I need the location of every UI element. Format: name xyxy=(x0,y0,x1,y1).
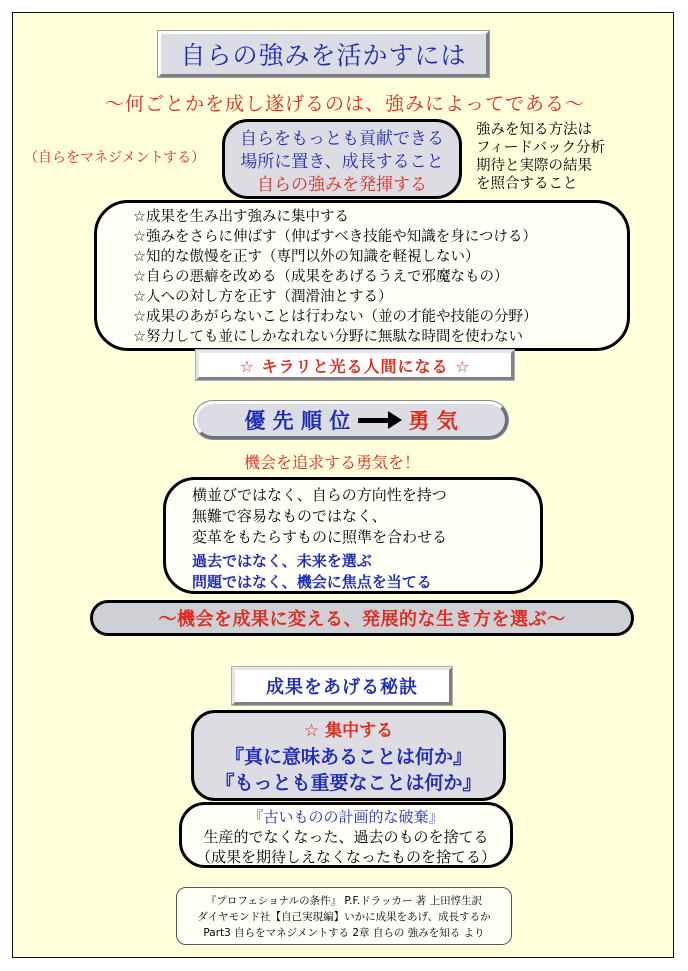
secret-title-box xyxy=(232,667,452,705)
core-line-1: 自らをもっとも貢献できる xyxy=(240,129,444,149)
subtitle: ～何ごとかを成し遂げるのは、強みによってである～ xyxy=(104,93,585,115)
opportunity-label: ～機会を成果に変える、発展的な生き方を選ぶ～ xyxy=(158,609,566,630)
strength-item: ☆努力しても並にしかなれない分野に無駄な時間を使わない xyxy=(133,329,523,345)
strength-item: ☆成果を生み出す強みに集中する xyxy=(133,209,349,225)
discard-title: 『古いものの計画的な破棄』 xyxy=(248,808,444,826)
priority-label: 優 先 順 位 xyxy=(244,409,351,433)
courage-label: 機会を追求する勇気を！ xyxy=(244,453,421,472)
strength-item: ☆成果のあがらないことは行わない（並の才能や技能の分野） xyxy=(133,309,538,325)
focus-line-1: ☆ 集中する xyxy=(303,721,394,741)
secret-title: 成果をあげる秘訣 xyxy=(266,677,418,698)
self-manage-label: （自らをマネジメントする） xyxy=(24,150,206,166)
discard-box xyxy=(179,802,513,868)
courage-word: 勇 気 xyxy=(408,409,458,433)
discard-line-1: 生産的でなくなった、過去のものを捨てる xyxy=(203,828,489,846)
focus-line-3: 『もっとも重要なことは何か』 xyxy=(215,772,482,794)
priority-box xyxy=(194,401,508,439)
core-box xyxy=(222,119,462,199)
direction-line-4: 過去ではなく、未来を選ぶ xyxy=(192,552,372,570)
strengths-box xyxy=(94,200,630,351)
direction-line-2: 無難で容易なものではなく、 xyxy=(192,507,387,525)
discard-line-2: （成果を期待しえなくなったものを捨てる） xyxy=(195,848,496,866)
method-text xyxy=(476,121,605,193)
method-line-4: を照合すること xyxy=(476,176,578,192)
title-box xyxy=(158,31,489,77)
source-line-2: ダイヤモンド社【自己実現編】いかに成果をあげ、成長するか xyxy=(197,911,491,923)
core-line-3: 自らの強みを発揮する xyxy=(257,175,427,195)
strength-item: ☆自らの悪癖を改める（成果をあげるうえで邪魔なもの） xyxy=(133,269,509,285)
opportunity-box xyxy=(90,600,634,636)
core-line-2: 場所に置き、成長すること xyxy=(240,152,444,172)
focus-line-2: 『真に意味あることは何か』 xyxy=(224,746,472,768)
direction-line-5: 問題ではなく、機会に焦点を当てる xyxy=(192,573,432,591)
direction-line-3: 変革をもたらすものに照準を合わせる xyxy=(192,528,448,546)
direction-line-1: 横並びではなく、自らの方向性を持つ xyxy=(192,486,447,504)
shine-label: ☆ キラリと光る人間になる ☆ xyxy=(239,356,471,376)
page-title: 自らの強みを活かすには xyxy=(180,41,467,70)
strength-item: ☆知的な傲慢を正す（専門以外の知識を軽視しない） xyxy=(133,249,480,265)
strength-item: ☆強みをさらに伸ばす（伸ばすべき技能や知識を身につける） xyxy=(133,229,537,245)
source-box xyxy=(176,887,512,945)
shine-box xyxy=(196,350,514,380)
strength-item: ☆人への対し方を正す（潤滑油とする） xyxy=(133,289,393,305)
source-line-1: 『プロフェショナルの条件』 P.F.ドラッカー 著 上田惇生訳 xyxy=(205,895,483,907)
method-line-3: 期待と実際の結果 xyxy=(476,158,592,174)
method-line-1: 強みを知る方法は xyxy=(476,122,592,138)
focus-box xyxy=(191,710,506,801)
direction-box xyxy=(163,477,543,594)
source-line-3: Part3 自らをマネジメントする 2章 自らの 強みを知る より xyxy=(203,927,485,939)
arrow-right-icon xyxy=(358,411,402,429)
method-line-2: フィードバック分析 xyxy=(476,140,606,156)
